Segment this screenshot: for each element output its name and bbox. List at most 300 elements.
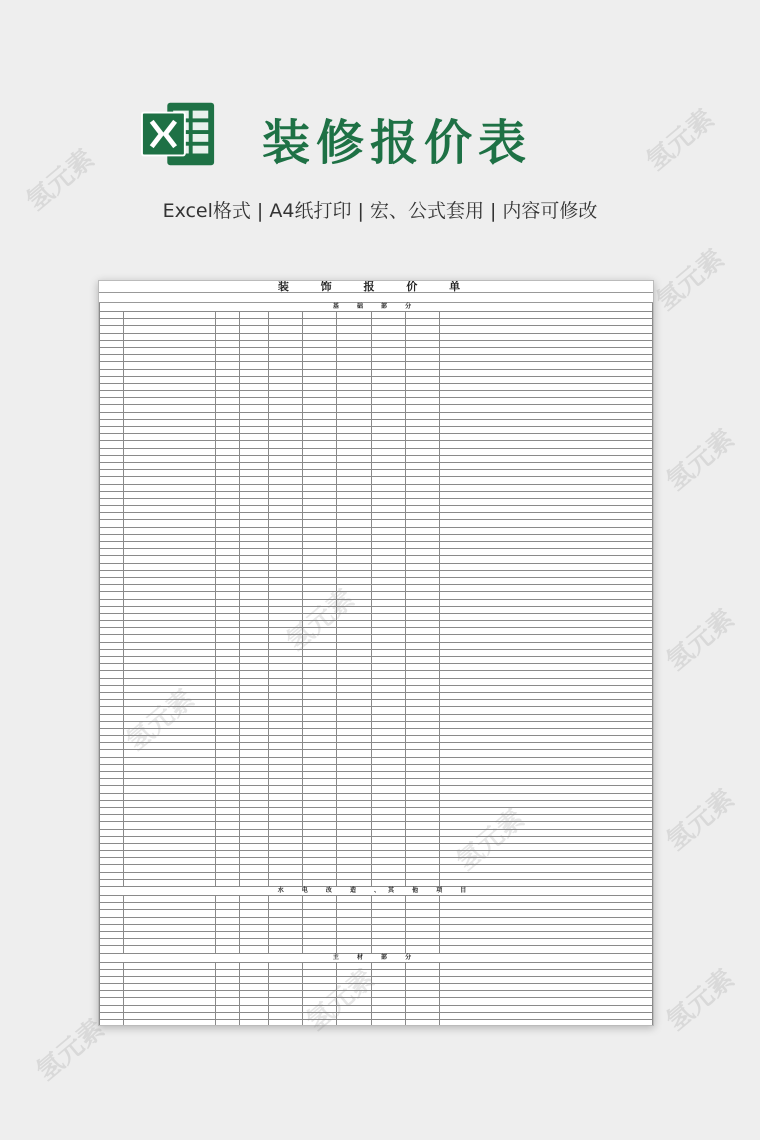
- table-cell: [100, 714, 124, 721]
- table-cell: [303, 917, 337, 924]
- table-cell: [268, 326, 302, 333]
- table-cell: [440, 477, 653, 484]
- table-cell: [303, 750, 337, 757]
- table-cell: [303, 570, 337, 577]
- table-cell: [215, 398, 239, 405]
- table-cell: [371, 484, 405, 491]
- table-cell: [371, 865, 405, 872]
- table-cell: [440, 319, 653, 326]
- table-cell: [239, 506, 268, 513]
- table-cell: [337, 917, 371, 924]
- table-cell: [440, 642, 653, 649]
- table-cell: [405, 910, 439, 917]
- table-cell: [215, 405, 239, 412]
- table-cell: [337, 412, 371, 419]
- table-cell: [303, 462, 337, 469]
- table-cell: [123, 355, 215, 362]
- table-cell: [371, 664, 405, 671]
- table-cell: [337, 599, 371, 606]
- table-cell: [123, 743, 215, 750]
- table-row: [100, 807, 653, 814]
- table-cell: [215, 772, 239, 779]
- table-cell: [405, 369, 439, 376]
- table-cell: [440, 800, 653, 807]
- table-cell: [268, 477, 302, 484]
- table-cell: [123, 412, 215, 419]
- table-cell: [303, 383, 337, 390]
- table-cell: [303, 671, 337, 678]
- table-cell: [371, 917, 405, 924]
- table-cell: [268, 391, 302, 398]
- table-cell: [440, 599, 653, 606]
- table-cell: [268, 577, 302, 584]
- table-cell: [440, 707, 653, 714]
- table-cell: [303, 326, 337, 333]
- table-cell: [371, 750, 405, 757]
- table-cell: [337, 419, 371, 426]
- table-cell: [405, 793, 439, 800]
- table-cell: [303, 642, 337, 649]
- table-cell: [303, 362, 337, 369]
- table-row: [100, 419, 653, 426]
- table-cell: [303, 910, 337, 917]
- table-cell: [239, 319, 268, 326]
- table-cell: [405, 822, 439, 829]
- table-cell: [268, 506, 302, 513]
- table-cell: [440, 628, 653, 635]
- table-cell: [268, 779, 302, 786]
- table-cell: [123, 542, 215, 549]
- table-cell: [337, 836, 371, 843]
- table-cell: [215, 714, 239, 721]
- table-cell: [100, 998, 124, 1005]
- table-cell: [337, 664, 371, 671]
- table-cell: [405, 757, 439, 764]
- table-cell: [303, 793, 337, 800]
- table-cell: [371, 577, 405, 584]
- table-cell: [337, 728, 371, 735]
- table-cell: [239, 340, 268, 347]
- table-cell: [215, 570, 239, 577]
- table-cell: [405, 347, 439, 354]
- table-row: [100, 333, 653, 340]
- table-cell: [100, 383, 124, 390]
- table-row: [100, 772, 653, 779]
- table-cell: [371, 984, 405, 991]
- table-cell: [303, 721, 337, 728]
- table-row: [100, 642, 653, 649]
- table-cell: [371, 419, 405, 426]
- table-row: [100, 527, 653, 534]
- table-cell: [239, 984, 268, 991]
- table-cell: [100, 685, 124, 692]
- table-cell: [337, 398, 371, 405]
- table-cell: [337, 549, 371, 556]
- table-cell: [303, 577, 337, 584]
- table-cell: [337, 931, 371, 938]
- table-cell: [303, 939, 337, 946]
- table-cell: [123, 577, 215, 584]
- table-cell: [100, 319, 124, 326]
- table-cell: [405, 786, 439, 793]
- table-cell: [268, 858, 302, 865]
- table-cell: [440, 376, 653, 383]
- table-cell: [215, 924, 239, 931]
- table-cell: [239, 347, 268, 354]
- table-cell: [303, 542, 337, 549]
- table-cell: [100, 621, 124, 628]
- table-cell: [405, 434, 439, 441]
- table-cell: [337, 376, 371, 383]
- table-cell: [215, 455, 239, 462]
- table-cell: [215, 757, 239, 764]
- table-cell: [268, 903, 302, 910]
- table-cell: [405, 556, 439, 563]
- table-cell: [100, 692, 124, 699]
- table-cell: [303, 498, 337, 505]
- table-cell: [100, 649, 124, 656]
- table-cell: [100, 398, 124, 405]
- table-cell: [303, 333, 337, 340]
- table-cell: [123, 678, 215, 685]
- table-cell: [268, 879, 302, 886]
- table-cell: [303, 764, 337, 771]
- table-cell: [239, 700, 268, 707]
- table-cell: [239, 498, 268, 505]
- table-cell: [303, 728, 337, 735]
- table-cell: [303, 984, 337, 991]
- table-cell: [215, 976, 239, 983]
- table-cell: [337, 362, 371, 369]
- table-cell: [337, 872, 371, 879]
- table-cell: [123, 312, 215, 319]
- table-cell: [303, 931, 337, 938]
- table-cell: [440, 815, 653, 822]
- watermark: 氢元素: [661, 963, 741, 1037]
- table-cell: [337, 383, 371, 390]
- table-cell: [100, 843, 124, 850]
- table-cell: [405, 657, 439, 664]
- table-cell: [440, 657, 653, 664]
- table-cell: [100, 549, 124, 556]
- table-cell: [337, 786, 371, 793]
- table-cell: [123, 621, 215, 628]
- table-cell: [303, 477, 337, 484]
- table-cell: [123, 398, 215, 405]
- table-cell: [337, 991, 371, 998]
- table-cell: [337, 984, 371, 991]
- table-cell: [440, 903, 653, 910]
- table-cell: [337, 924, 371, 931]
- table-cell: [440, 621, 653, 628]
- table-cell: [239, 362, 268, 369]
- table-cell: [239, 527, 268, 534]
- table-cell: [303, 427, 337, 434]
- table-cell: [337, 470, 371, 477]
- table-row: [100, 635, 653, 642]
- table-cell: [337, 903, 371, 910]
- table-cell: [371, 434, 405, 441]
- table-row: [100, 657, 653, 664]
- table-cell: [440, 822, 653, 829]
- table-cell: [337, 1020, 371, 1027]
- table-cell: [337, 671, 371, 678]
- table-cell: [268, 685, 302, 692]
- table-cell: [268, 851, 302, 858]
- table-cell: [215, 319, 239, 326]
- table-cell: [239, 642, 268, 649]
- table-row: [100, 434, 653, 441]
- table-cell: [215, 721, 239, 728]
- table-cell: [337, 405, 371, 412]
- table-cell: [371, 757, 405, 764]
- table-cell: [405, 527, 439, 534]
- table-cell: [239, 585, 268, 592]
- table-cell: [303, 563, 337, 570]
- table-cell: [268, 671, 302, 678]
- table-cell: [268, 946, 302, 953]
- table-cell: [268, 635, 302, 642]
- table-cell: [215, 628, 239, 635]
- table-row: [100, 917, 653, 924]
- table-cell: [268, 772, 302, 779]
- table-cell: [239, 635, 268, 642]
- table-cell: [239, 434, 268, 441]
- table-cell: [303, 513, 337, 520]
- table-row: [100, 347, 653, 354]
- table-cell: [268, 829, 302, 836]
- table-cell: [215, 585, 239, 592]
- table-cell: [123, 585, 215, 592]
- table-cell: [100, 1020, 124, 1027]
- table-cell: [215, 391, 239, 398]
- table-cell: [268, 592, 302, 599]
- table-cell: [100, 333, 124, 340]
- table-cell: [440, 779, 653, 786]
- table-cell: [215, 333, 239, 340]
- table-cell: [303, 843, 337, 850]
- table-cell: [215, 549, 239, 556]
- table-cell: [303, 851, 337, 858]
- table-cell: [405, 362, 439, 369]
- table-cell: [239, 851, 268, 858]
- table-cell: [268, 412, 302, 419]
- table-cell: [337, 570, 371, 577]
- table-cell: [123, 991, 215, 998]
- table-cell: [440, 1012, 653, 1019]
- table-cell: [371, 477, 405, 484]
- table-cell: [215, 750, 239, 757]
- table-row: [100, 843, 653, 850]
- table-row: [100, 1012, 653, 1019]
- table-cell: [371, 772, 405, 779]
- table-cell: [405, 896, 439, 903]
- table-cell: [371, 355, 405, 362]
- table-cell: [337, 642, 371, 649]
- table-cell: [405, 879, 439, 886]
- table-cell: [239, 520, 268, 527]
- table-row: [100, 383, 653, 390]
- table-cell: [337, 879, 371, 886]
- table-cell: [268, 721, 302, 728]
- table-cell: [371, 319, 405, 326]
- table-cell: [440, 556, 653, 563]
- table-cell: [215, 779, 239, 786]
- table-cell: [371, 910, 405, 917]
- table-row: [100, 592, 653, 599]
- table-cell: [123, 700, 215, 707]
- table-cell: [440, 534, 653, 541]
- table-cell: [405, 419, 439, 426]
- table-cell: [303, 355, 337, 362]
- table-cell: [215, 527, 239, 534]
- table-cell: [371, 779, 405, 786]
- table-cell: [405, 621, 439, 628]
- table-cell: [123, 962, 215, 969]
- table-cell: [239, 879, 268, 886]
- table-row: [100, 962, 653, 969]
- table-cell: [337, 815, 371, 822]
- table-cell: [123, 376, 215, 383]
- table-cell: [405, 606, 439, 613]
- table-cell: [405, 642, 439, 649]
- table-cell: [123, 931, 215, 938]
- table-cell: [337, 779, 371, 786]
- table-cell: [337, 685, 371, 692]
- table-cell: [440, 484, 653, 491]
- table-cell: [239, 800, 268, 807]
- table-cell: [303, 484, 337, 491]
- table-cell: [268, 383, 302, 390]
- table-cell: [405, 807, 439, 814]
- table-cell: [303, 800, 337, 807]
- table-cell: [215, 664, 239, 671]
- table-cell: [337, 491, 371, 498]
- table-row: [100, 910, 653, 917]
- table-row: [100, 405, 653, 412]
- table-cell: [440, 728, 653, 735]
- table-cell: [215, 599, 239, 606]
- table-cell: [123, 405, 215, 412]
- table-cell: [337, 678, 371, 685]
- section-water-title: 水 电 改 造 、其 他 项 目: [99, 887, 653, 895]
- table-cell: [303, 628, 337, 635]
- table-row: [100, 872, 653, 879]
- table-cell: [440, 858, 653, 865]
- table-cell: [405, 836, 439, 843]
- table-cell: [239, 563, 268, 570]
- table-cell: [405, 340, 439, 347]
- table-cell: [440, 419, 653, 426]
- table-cell: [239, 969, 268, 976]
- table-cell: [371, 534, 405, 541]
- table-cell: [371, 498, 405, 505]
- table-row: [100, 1020, 653, 1027]
- table-cell: [405, 405, 439, 412]
- table-cell: [100, 635, 124, 642]
- table-cell: [215, 815, 239, 822]
- table-cell: [303, 700, 337, 707]
- table-cell: [268, 962, 302, 969]
- table-cell: [337, 542, 371, 549]
- table-cell: [239, 946, 268, 953]
- table-cell: [303, 896, 337, 903]
- table-cell: [440, 764, 653, 771]
- table-cell: [123, 477, 215, 484]
- table-row: [100, 326, 653, 333]
- table-row: [100, 924, 653, 931]
- table-cell: [268, 807, 302, 814]
- table-cell: [405, 391, 439, 398]
- table-cell: [239, 721, 268, 728]
- table-cell: [303, 815, 337, 822]
- table-cell: [405, 865, 439, 872]
- table-cell: [440, 962, 653, 969]
- table-cell: [239, 599, 268, 606]
- table-cell: [215, 542, 239, 549]
- table-cell: [440, 879, 653, 886]
- table-cell: [215, 764, 239, 771]
- table-cell: [405, 491, 439, 498]
- table-cell: [268, 355, 302, 362]
- table-cell: [337, 628, 371, 635]
- table-cell: [123, 1012, 215, 1019]
- table-cell: [123, 369, 215, 376]
- table-cell: [239, 991, 268, 998]
- table-cell: [371, 549, 405, 556]
- table-cell: [100, 924, 124, 931]
- table-cell: [123, 998, 215, 1005]
- table-cell: [123, 984, 215, 991]
- table-cell: [303, 976, 337, 983]
- table-cell: [303, 520, 337, 527]
- table-cell: [440, 829, 653, 836]
- table-cell: [268, 865, 302, 872]
- table-cell: [303, 635, 337, 642]
- table-cell: [405, 570, 439, 577]
- table-cell: [440, 441, 653, 448]
- table-cell: [268, 628, 302, 635]
- table-cell: [405, 728, 439, 735]
- table-cell: [239, 896, 268, 903]
- table-cell: [239, 376, 268, 383]
- table-cell: [303, 1005, 337, 1012]
- table-cell: [440, 976, 653, 983]
- table-cell: [405, 764, 439, 771]
- table-cell: [123, 707, 215, 714]
- table-cell: [337, 714, 371, 721]
- table-cell: [123, 721, 215, 728]
- table-cell: [268, 678, 302, 685]
- table-cell: [239, 939, 268, 946]
- table-cell: [371, 369, 405, 376]
- table-cell: [100, 362, 124, 369]
- table-cell: [239, 657, 268, 664]
- table-cell: [100, 991, 124, 998]
- table-cell: [405, 858, 439, 865]
- table-cell: [239, 513, 268, 520]
- table-row: [100, 570, 653, 577]
- table-cell: [100, 542, 124, 549]
- table-cell: [371, 542, 405, 549]
- table-cell: [440, 998, 653, 1005]
- table-cell: [100, 976, 124, 983]
- table-cell: [405, 312, 439, 319]
- table-cell: [239, 556, 268, 563]
- table-cell: [100, 917, 124, 924]
- table-cell: [123, 448, 215, 455]
- table-cell: [337, 896, 371, 903]
